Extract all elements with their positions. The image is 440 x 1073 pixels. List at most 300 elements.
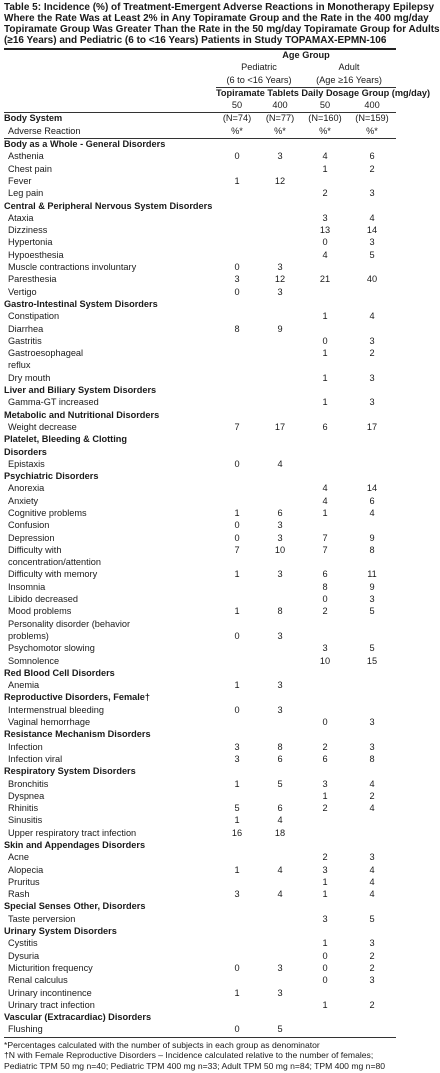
- value-cell: 4: [369, 778, 375, 789]
- value-cell: 3: [322, 643, 328, 654]
- value-cell: 0: [322, 594, 328, 605]
- age-group-header: Age Group: [282, 50, 330, 60]
- reaction-label: Leg pain: [8, 188, 44, 199]
- reaction-label: Somnolence: [8, 655, 60, 666]
- category-label: Psychiatric Disorders: [4, 471, 99, 482]
- value-cell: [258, 1000, 302, 1012]
- table-row: [4, 754, 396, 766]
- value-cell: [216, 582, 258, 594]
- category-label: Body as a Whole - General Disorders: [4, 139, 166, 150]
- table-row: [4, 397, 396, 409]
- value-cell: [348, 459, 396, 471]
- value-cell: 6: [277, 803, 283, 814]
- value-cell: 2: [322, 803, 328, 814]
- value-cell: 9: [369, 532, 375, 543]
- value-cell: 1: [322, 348, 328, 359]
- value-cell: 8: [322, 581, 328, 592]
- value-cell: [216, 619, 258, 631]
- reaction-label: Anemia: [8, 680, 40, 691]
- table-row: [4, 717, 396, 729]
- value-cell: 1: [322, 889, 328, 900]
- value-cell: 3: [277, 151, 283, 162]
- value-cell: 4: [369, 507, 375, 518]
- reaction-label: Chest pain: [8, 163, 52, 174]
- value-cell: [348, 324, 396, 336]
- value-cell: [258, 557, 302, 569]
- value-cell: 2: [369, 950, 375, 961]
- value-cell: [348, 262, 396, 274]
- value-cell: [302, 520, 348, 532]
- value-cell: [302, 176, 348, 188]
- footer-divider: [4, 1037, 396, 1038]
- reaction-label: Taste perversion: [8, 913, 76, 924]
- value-cell: 4: [322, 151, 328, 162]
- value-cell: 9: [277, 323, 283, 334]
- table-row: [4, 656, 396, 668]
- value-cell: 3: [234, 889, 240, 900]
- value-cell: 11: [367, 569, 377, 580]
- value-cell: 2: [322, 606, 328, 617]
- value-cell: 0: [234, 962, 240, 973]
- value-cell: [216, 1000, 258, 1012]
- title-line: (≥16 Years) and Pediatric (6 to <16 Years) Patients in Study TOPAMAX-EPMN-106: [4, 35, 387, 46]
- reaction-label: Cognitive problems: [8, 507, 87, 518]
- value-cell: 2: [322, 741, 328, 752]
- value-cell: 2: [369, 962, 375, 973]
- value-cell: [348, 705, 396, 717]
- value-cell: [258, 717, 302, 729]
- value-cell: [258, 225, 302, 237]
- title-line: Topiramate Group Was Greater Than the Rate in the 50 mg/day Topiramate Group for Adults: [4, 24, 440, 35]
- value-cell: 3: [234, 741, 240, 752]
- value-cell: 0: [234, 286, 240, 297]
- value-cell: [258, 373, 302, 385]
- value-cell: [348, 176, 396, 188]
- value-cell: 16: [231, 827, 243, 838]
- value-cell: 14: [366, 225, 378, 236]
- value-cell: 8: [369, 544, 375, 555]
- value-cell: [216, 164, 258, 176]
- value-cell: 4: [369, 889, 375, 900]
- reaction-label: Vertigo: [8, 286, 37, 297]
- value-cell: 0: [322, 335, 328, 346]
- value-cell: 3: [369, 717, 375, 728]
- value-cell: [258, 594, 302, 606]
- adverse-reaction-header: Adverse Reaction: [4, 126, 216, 139]
- table-row: [4, 237, 396, 249]
- value-cell: 3: [277, 680, 283, 691]
- reaction-label: Asthenia: [8, 151, 44, 162]
- value-cell: 3: [369, 852, 375, 863]
- category-label: Metabolic and Nutritional Disorders: [4, 409, 160, 420]
- table-row: [4, 815, 396, 827]
- value-cell: 3: [369, 975, 375, 986]
- table-row: [4, 422, 396, 434]
- value-cell: 4: [369, 311, 375, 322]
- adult-range: (Age ≥16 Years): [316, 74, 382, 85]
- pediatric-range: (6 to <16 Years): [226, 74, 292, 85]
- value-cell: [258, 975, 302, 987]
- table-row: [4, 963, 396, 975]
- value-cell: [302, 815, 348, 827]
- value-cell: 3: [277, 962, 283, 973]
- table-row: [4, 594, 396, 606]
- table-row: [4, 176, 396, 188]
- category-row: [4, 926, 396, 938]
- value-cell: 0: [234, 704, 240, 715]
- n-cell: (N=160): [308, 113, 342, 124]
- value-cell: 2: [369, 348, 375, 359]
- value-cell: [348, 619, 396, 631]
- reaction-label: Intermenstrual bleeding: [8, 704, 105, 715]
- table-row: [4, 914, 396, 926]
- pct-cell: %*: [258, 126, 302, 139]
- value-cell: [348, 631, 396, 643]
- value-cell: 3: [277, 520, 283, 531]
- value-cell: 3: [369, 188, 375, 199]
- reaction-label: concentration/attention: [8, 557, 101, 568]
- table-row: [4, 348, 396, 360]
- table-row: [4, 631, 396, 643]
- value-cell: [302, 705, 348, 717]
- reaction-label: Dyspnea: [8, 790, 45, 801]
- value-cell: 0: [234, 458, 240, 469]
- value-cell: [216, 877, 258, 889]
- category-label: Resistance Mechanism Disorders: [4, 729, 151, 740]
- value-cell: [216, 717, 258, 729]
- value-cell: 3: [369, 397, 375, 408]
- table-row: [4, 520, 396, 532]
- table-row: [4, 569, 396, 581]
- value-cell: 4: [322, 249, 328, 260]
- table-row: [4, 951, 396, 963]
- table-row: [4, 336, 396, 348]
- reaction-label: Weight decrease: [8, 421, 77, 432]
- value-cell: 7: [234, 544, 240, 555]
- value-cell: [216, 656, 258, 668]
- category-row: [4, 410, 396, 422]
- value-cell: 3: [277, 704, 283, 715]
- value-cell: [258, 397, 302, 409]
- title-line: Table 5: Incidence (%) of Treatment-Emergent Adverse Reactions in Monotherapy Epilepsy: [4, 2, 435, 13]
- table-row: [4, 545, 396, 557]
- category-label: Skin and Appendages Disorders: [4, 840, 146, 850]
- value-cell: 2: [322, 188, 328, 199]
- n-cell: (N=74): [222, 113, 252, 124]
- dose-cell: 400: [364, 100, 380, 111]
- value-cell: [216, 188, 258, 200]
- adverse-reactions-table: [4, 50, 431, 1037]
- category-row: [4, 692, 396, 704]
- value-cell: 12: [274, 274, 286, 285]
- reaction-label: Gastritis: [8, 335, 42, 346]
- pct-cell: %*: [348, 126, 396, 139]
- value-cell: 1: [322, 397, 328, 408]
- value-cell: [258, 348, 302, 360]
- value-cell: [216, 311, 258, 323]
- value-cell: 4: [369, 803, 375, 814]
- value-cell: 5: [277, 1024, 283, 1035]
- value-cell: 21: [319, 274, 331, 285]
- value-cell: [302, 459, 348, 471]
- category-row: [4, 201, 396, 213]
- value-cell: [258, 483, 302, 495]
- table-row: [4, 483, 396, 495]
- footnote: Pediatric TPM 50 mg n=40; Pediatric TPM 400 mg n=33; Adult TPM 50 mg n=84; TPM 400 mg n=80: [4, 1060, 386, 1071]
- value-cell: 3: [369, 938, 375, 949]
- reaction-label: Urinary tract infection: [8, 999, 95, 1010]
- table-row: [4, 360, 396, 372]
- value-cell: 0: [234, 532, 240, 543]
- value-cell: 5: [369, 606, 375, 617]
- value-cell: 3: [277, 569, 283, 580]
- value-cell: 0: [322, 717, 328, 728]
- value-cell: [302, 631, 348, 643]
- table-row: [4, 213, 396, 225]
- value-cell: 5: [234, 803, 240, 814]
- table-row: [4, 705, 396, 717]
- value-cell: [302, 287, 348, 299]
- category-label: Disorders: [4, 446, 47, 457]
- value-cell: 6: [277, 753, 283, 764]
- value-cell: [348, 828, 396, 840]
- category-row: [4, 668, 396, 680]
- value-cell: 2: [322, 852, 328, 863]
- value-cell: 3: [277, 262, 283, 273]
- value-cell: 1: [234, 864, 240, 875]
- category-label: Red Blood Cell Disorders: [4, 667, 115, 678]
- value-cell: 4: [277, 815, 283, 826]
- reaction-label: Dizziness: [8, 225, 48, 236]
- value-cell: 4: [369, 212, 375, 223]
- value-cell: 1: [322, 999, 328, 1010]
- category-row: [4, 385, 396, 397]
- reaction-label: Gamma-GT increased: [8, 397, 99, 408]
- dose-cell: 50: [319, 100, 331, 111]
- value-cell: [216, 975, 258, 987]
- table-row: [4, 606, 396, 618]
- value-cell: 1: [234, 680, 240, 691]
- table-row: [4, 533, 396, 545]
- value-cell: 1: [234, 606, 240, 617]
- value-cell: 1: [322, 507, 328, 518]
- reaction-label: Difficulty with: [8, 544, 62, 555]
- value-cell: [216, 594, 258, 606]
- value-cell: [216, 360, 258, 372]
- table-row: [4, 1024, 396, 1036]
- table-header: [4, 50, 431, 139]
- value-cell: 13: [319, 225, 331, 236]
- value-cell: [216, 852, 258, 864]
- value-cell: 3: [234, 274, 240, 285]
- reaction-label: Anorexia: [8, 483, 45, 494]
- value-cell: [258, 360, 302, 372]
- reaction-label: Fever: [8, 175, 32, 186]
- reaction-label: reflux: [8, 360, 31, 371]
- value-cell: 6: [277, 507, 283, 518]
- value-cell: 17: [274, 421, 286, 432]
- adult-header: Adult: [338, 62, 360, 73]
- value-cell: 5: [369, 643, 375, 654]
- value-cell: [216, 483, 258, 495]
- value-cell: [348, 557, 396, 569]
- reaction-label: Dysuria: [8, 950, 40, 961]
- category-row: [4, 766, 396, 778]
- value-cell: [216, 225, 258, 237]
- value-cell: 0: [234, 262, 240, 273]
- reaction-label: Anxiety: [8, 495, 39, 506]
- reaction-label: Constipation: [8, 311, 60, 322]
- reaction-label: Acne: [8, 852, 29, 863]
- value-cell: [216, 643, 258, 655]
- footnote: †N with Female Reproductive Disorders – Incidence calculated relative to the number of females;: [4, 1050, 374, 1061]
- table-row: [4, 988, 396, 1000]
- value-cell: [258, 852, 302, 864]
- value-cell: [258, 237, 302, 249]
- table-row: [4, 803, 396, 815]
- value-cell: [302, 1024, 348, 1036]
- value-cell: 6: [322, 569, 328, 580]
- value-cell: 1: [234, 175, 240, 186]
- table-row: [4, 582, 396, 594]
- reaction-label: Infection viral: [8, 753, 63, 764]
- dose-cell: 400: [272, 100, 288, 111]
- value-cell: [348, 815, 396, 827]
- value-cell: 14: [366, 483, 378, 494]
- value-cell: 3: [369, 594, 375, 605]
- table-row: [4, 779, 396, 791]
- value-cell: 15: [366, 655, 378, 666]
- value-cell: 7: [234, 421, 240, 432]
- value-cell: 0: [322, 950, 328, 961]
- value-cell: [302, 324, 348, 336]
- value-cell: [348, 520, 396, 532]
- value-cell: 9: [369, 581, 375, 592]
- value-cell: 4: [277, 864, 283, 875]
- reaction-label: Cystitis: [8, 938, 38, 949]
- dose-group-header: Topiramate Tablets Daily Dosage Group (mg/day): [216, 87, 396, 100]
- category-label: Reproductive Disorders, Female†: [4, 692, 151, 703]
- value-cell: 6: [322, 421, 328, 432]
- value-cell: [348, 287, 396, 299]
- value-cell: [258, 877, 302, 889]
- value-cell: 6: [369, 151, 375, 162]
- value-cell: 6: [322, 753, 328, 764]
- value-cell: [216, 557, 258, 569]
- category-label: Gastro-Intestinal System Disorders: [4, 298, 158, 309]
- document: [4, 0, 440, 1071]
- table-row: [4, 865, 396, 877]
- value-cell: 3: [322, 212, 328, 223]
- value-cell: 1: [322, 938, 328, 949]
- value-cell: 1: [322, 163, 328, 174]
- value-cell: 10: [274, 544, 286, 555]
- table-row: [4, 680, 396, 692]
- reaction-label: Psychomotor slowing: [8, 643, 95, 654]
- value-cell: 3: [277, 286, 283, 297]
- value-cell: 4: [277, 458, 283, 469]
- value-cell: 17: [366, 421, 378, 432]
- reaction-label: Difficulty with memory: [8, 569, 98, 580]
- reaction-label: Bronchitis: [8, 778, 49, 789]
- table-title: [4, 2, 440, 46]
- table-row: [4, 188, 396, 200]
- value-cell: [216, 250, 258, 262]
- value-cell: [302, 262, 348, 274]
- value-cell: 3: [322, 864, 328, 875]
- category-label: Vascular (Extracardiac) Disorders: [4, 1012, 152, 1023]
- category-row: [4, 447, 396, 459]
- value-cell: [258, 250, 302, 262]
- reaction-label: Hypertonia: [8, 237, 53, 248]
- value-cell: [348, 360, 396, 372]
- footnote: *Percentages calculated with the number of subjects in each group as denominator: [4, 1039, 320, 1050]
- value-cell: [258, 643, 302, 655]
- category-label: Liver and Biliary System Disorders: [4, 385, 157, 396]
- value-cell: 4: [322, 483, 328, 494]
- value-cell: 4: [277, 889, 283, 900]
- value-cell: [258, 791, 302, 803]
- table-row: [4, 508, 396, 520]
- category-label: Platelet, Bleeding & Clotting: [4, 434, 128, 445]
- table-row: [4, 828, 396, 840]
- n-cell: (N=77): [265, 113, 295, 124]
- value-cell: 5: [369, 913, 375, 924]
- value-cell: [216, 951, 258, 963]
- reaction-label: Mood problems: [8, 606, 72, 617]
- reaction-label: problems): [8, 630, 49, 641]
- table-row: [4, 877, 396, 889]
- value-cell: 5: [277, 778, 283, 789]
- table-row: [4, 619, 396, 631]
- value-cell: [216, 914, 258, 926]
- value-cell: [216, 938, 258, 950]
- table-row: [4, 274, 396, 286]
- value-cell: 0: [234, 1024, 240, 1035]
- value-cell: [258, 188, 302, 200]
- table-row: [4, 311, 396, 323]
- title-line: Where the Rate Was at Least 2% in Any Topiramate Group and the Rate in the 400 mg/day: [4, 13, 429, 24]
- value-cell: [302, 619, 348, 631]
- value-cell: 1: [322, 876, 328, 887]
- value-cell: 3: [277, 630, 283, 641]
- pct-cell: %*: [302, 126, 348, 139]
- value-cell: 8: [369, 753, 375, 764]
- value-cell: 4: [369, 876, 375, 887]
- reaction-label: Depression: [8, 532, 55, 543]
- reaction-label: Confusion: [8, 520, 50, 531]
- value-cell: [216, 336, 258, 348]
- value-cell: 0: [322, 975, 328, 986]
- category-row: [4, 840, 396, 852]
- value-cell: 3: [277, 987, 283, 998]
- value-cell: 4: [322, 495, 328, 506]
- reaction-label: Epistaxis: [8, 458, 45, 469]
- value-cell: [348, 988, 396, 1000]
- value-cell: 3: [369, 372, 375, 383]
- reaction-label: Paresthesia: [8, 274, 57, 285]
- value-cell: 4: [369, 864, 375, 875]
- value-cell: [258, 336, 302, 348]
- pct-cell: %*: [216, 126, 258, 139]
- category-row: [4, 1012, 396, 1024]
- value-cell: [348, 1024, 396, 1036]
- value-cell: 2: [369, 790, 375, 801]
- body-system-header: Body System: [4, 113, 63, 124]
- value-cell: [258, 164, 302, 176]
- value-cell: 3: [369, 741, 375, 752]
- reaction-label: Rash: [8, 889, 30, 900]
